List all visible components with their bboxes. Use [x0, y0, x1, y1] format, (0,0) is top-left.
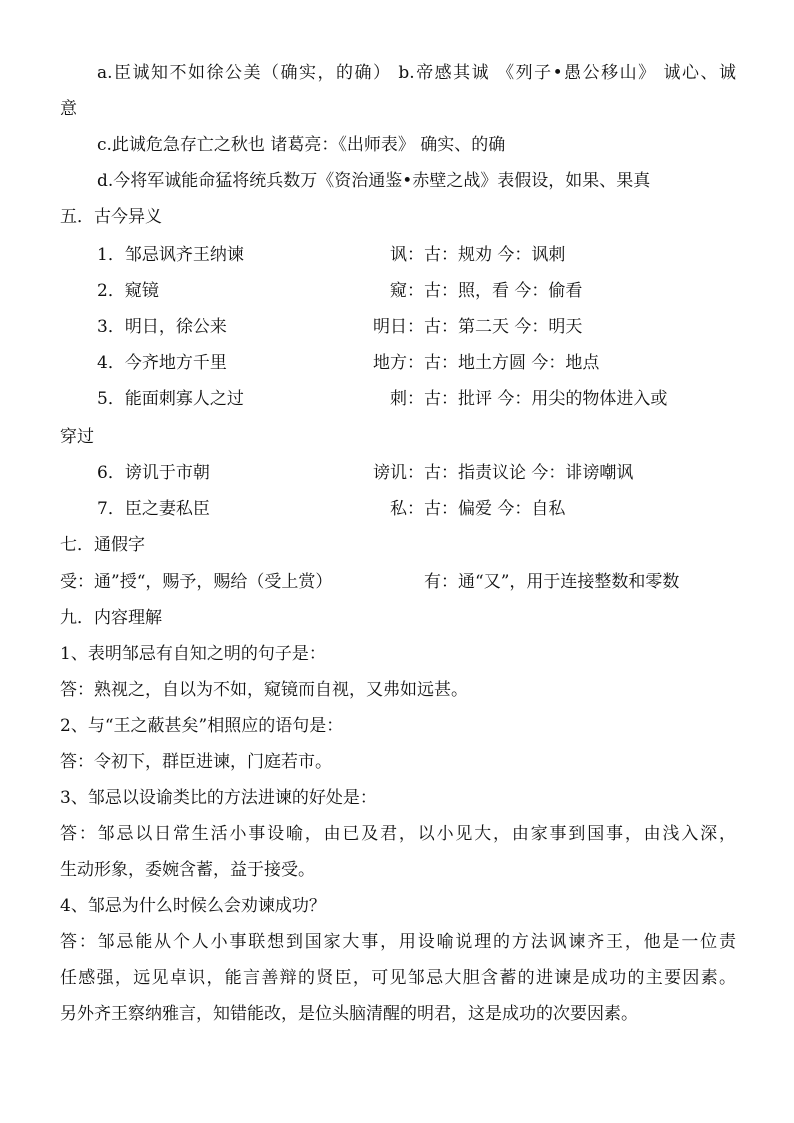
question-2: 2、与“王之蔽甚矣”相照应的语句是： [60, 716, 344, 736]
intro-line-c: c.此诚危急存亡之秋也 诸葛亮：《出师表》 确实、的确 [97, 135, 506, 155]
answer-4: 答：邹忌能从个人小事联想到国家大事，用设喻说理的方法讽谏齐王，他是一位责 [60, 932, 736, 952]
list-item-gloss [366, 244, 565, 266]
list-item-term: 刺： [390, 389, 424, 409]
list-item-sentence: 6．谤讥于市朝 [97, 463, 210, 483]
list-item-sentence: 5．能面刺寡人之过 [97, 389, 244, 409]
intro-line-a-continuation: 意 [60, 99, 77, 119]
list-item [0, 498, 794, 520]
list-item-sentence: 4．今齐地方千里 [97, 353, 227, 373]
interchangeable-characters-row [0, 571, 794, 593]
section-heading-interchangeable-characters: 七．通假字 [60, 535, 145, 555]
answer-1: 答：熟视之，自以为不如，窥镜而自视，又弗如远甚。 [60, 680, 468, 700]
list-item [0, 280, 794, 302]
list-item-sentence: 3．明日，徐公来 [97, 317, 227, 337]
list-item [0, 462, 794, 484]
question-3: 3、邹忌以设谕类比的方法进谏的好处是： [60, 788, 377, 808]
list-item-sentence: 2．窥镜 [97, 281, 159, 301]
question-4: 4、邹忌为什么时候么会劝谏成功？ [60, 896, 326, 916]
list-item-continuation: 穿过 [60, 427, 94, 447]
list-item-meaning: 古：规劝 今：讽刺 [424, 245, 566, 265]
list-item [0, 388, 794, 410]
answer-2: 答：令初下，群臣进谏，门庭若市。 [60, 752, 332, 772]
list-item-term: 谤讥： [373, 463, 424, 483]
list-item-meaning: 古：照，看 今：偷看 [424, 281, 583, 301]
intro-line-a: a.臣诚知不如徐公美（确实，的确） b.帝感其诚 《列子•愚公移山》 诚心、诚 [97, 63, 736, 83]
answer-3-continuation: 生动形象，委婉含蓄，益于接受。 [60, 860, 315, 880]
list-item-gloss [366, 498, 565, 520]
interchangeable-character-you: 有：通“又”，用于连接整数和零数 [424, 572, 680, 592]
list-item-term: 地方： [373, 353, 424, 373]
list-item-gloss [366, 280, 582, 302]
list-item-sentence: 1．邹忌讽齐王纳谏 [97, 245, 244, 265]
list-item-gloss [366, 352, 599, 374]
list-item-term: 明日： [373, 317, 424, 337]
answer-4-continuation: 另外齐王察纳雅言，知错能改，是位头脑清醒的明君，这是成功的次要因素。 [60, 1004, 638, 1024]
list-item-meaning: 古：偏爱 今：自私 [424, 499, 566, 519]
list-item-meaning: 古：地土方圆 今：地点 [424, 353, 600, 373]
list-item-gloss [366, 316, 582, 338]
section-heading-ancient-modern-meanings: 五．古今异义 [60, 207, 162, 227]
question-1: 1、表明邹忌有自知之明的句子是： [60, 644, 326, 664]
list-item [0, 352, 794, 374]
section-heading-content-understanding: 九．内容理解 [60, 608, 162, 628]
interchangeable-character-shou: 受：通”授“，赐予，赐给（受上赏） [60, 572, 333, 592]
answer-3: 答：邹忌以日常生活小事设喻，由已及君，以小见大，由家事到国事，由浅入深， [60, 824, 736, 844]
answer-4-continuation: 任感强，远见卓识，能言善辩的贤臣，可见邹忌大胆含蓄的进谏是成功的主要因素。 [60, 968, 736, 988]
list-item-term: 私： [390, 499, 424, 519]
list-item-meaning: 古：指责议论 今：诽谤嘲讽 [424, 463, 634, 483]
list-item-term: 讽： [390, 245, 424, 265]
list-item-meaning: 古：批评 今：用尖的物体进入或 [424, 389, 668, 409]
list-item [0, 244, 794, 266]
list-item [0, 316, 794, 338]
list-item-gloss [366, 388, 667, 410]
list-item-gloss [366, 462, 633, 484]
list-item-meaning: 古：第二天 今：明天 [424, 317, 583, 337]
list-item-sentence: 7．臣之妻私臣 [97, 499, 210, 519]
intro-line-d: d.今将军诚能命猛将统兵数万《资治通鉴•赤壁之战》表假设，如果、果真 [97, 171, 651, 191]
list-item-term: 窥： [390, 281, 424, 301]
